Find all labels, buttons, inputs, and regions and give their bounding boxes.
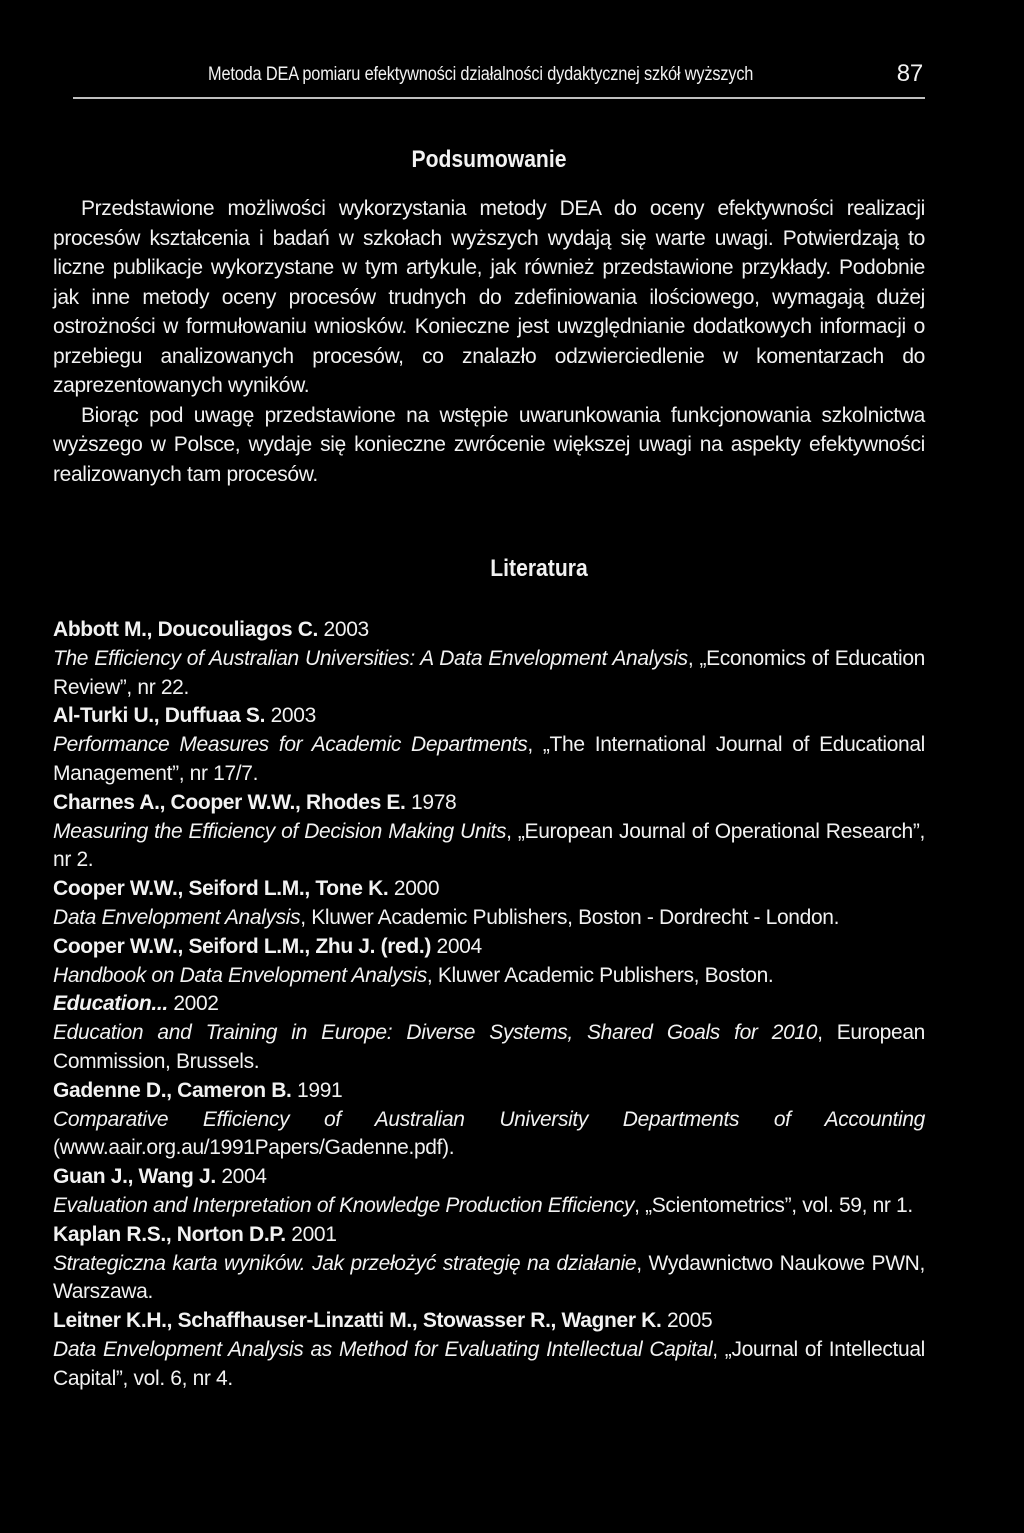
reference-year: 1978 [411,790,457,814]
reference-item [53,1163,925,1221]
reference-authors: Cooper W.W., Seiford L.M., Tone K. [53,877,389,901]
summary-body [53,194,925,489]
reference-title: Performance Measures for Academic Departments [53,733,528,757]
summary-paragraph: Biorąc pod uwagę przedstawione na wstępie uwarunkowania funkcjonowania szkolnictwa wyższego w Polsce, wydaje się konieczne zwrócenie większej uwagi na aspekty efektywności realizowanych tam procesów. [53,403,925,486]
reference-title: Strategiczna karta wyników. Jak przełożyć strategię na działanie [53,1251,637,1275]
reference-title: Handbook on Data Envelopment Analysis [53,963,427,987]
reference-details: , Kluwer Academic Publishers, Boston. [426,963,774,987]
reference-title: Comparative Efficiency of Australian University Departments of Accounting [53,1107,925,1131]
reference-item [53,1077,925,1163]
reference-year: 2004 [221,1165,267,1189]
page-number: 87 [896,60,923,87]
reference-year: 2002 [173,992,219,1016]
reference-item [53,1307,925,1393]
reference-year: 2001 [291,1222,337,1246]
summary-heading: Podsumowanie [411,146,567,173]
header-rule [73,97,925,99]
reference-list [53,616,925,1394]
reference-authors: Cooper W.W., Seiford L.M., Zhu J. (red.) [53,934,431,958]
reference-details: , European Commission, Brussels. [53,1021,925,1073]
reference-authors: Guan J., Wang J. [53,1165,216,1189]
reference-year: 2004 [436,934,482,958]
reference-title: Measuring the Efficiency of Decision Making Units [53,819,507,843]
reference-year: 2003 [270,704,316,728]
reference-title: The Efficiency of Australian Universities: A Data Envelopment Analysis [53,646,688,670]
reference-details: , Wydawnictwo Naukowe PWN, Warszawa. [53,1251,925,1304]
reference-authors: Al-Turki U., Duffuaa S. [53,704,266,728]
reference-details: , „Economics of Education Review”, nr 22. [53,646,925,699]
reference-details: (www.aair.org.au/1991Papers/Gadenne.pdf). [53,1136,455,1160]
reference-item [53,789,925,875]
reference-item [53,616,925,702]
running-header [53,60,925,94]
reference-title: Data Envelopment Analysis as Method for Evaluating Intellectual Capital [53,1337,713,1361]
reference-authors: Education... [53,992,168,1016]
reference-item [53,875,925,933]
reference-year: 2003 [323,618,369,641]
reference-details: , „Scientometrics”, vol. 59, nr 1. [634,1193,913,1217]
reference-year: 2005 [666,1309,713,1333]
summary-paragraph: Przedstawione możliwości wykorzystania metody DEA do oceny efektywności realizacji procesów kształcenia i badań w szkołach wyższych wydają się warte uwagi. Potwierdzają to liczne publikacje wykorzystane w tym artykule, jak również przedstawione przykłady. Podobnie jak inne metody oceny procesów trudnych do zdefiniowania ilościowego, wymagają dużej ostrożności w formułowaniu wniosków. Konieczne jest uwzględnianie dodatkowych informacji o przebiegu analizowanych procesów, co znalazło odzwierciedlenie w komentarzach do zaprezentowanych wyników. [53,197,925,397]
reference-authors: Abbott M., Doucouliagos C. [53,618,319,641]
running-title: Metoda DEA pomiaru efektywności działalności dydaktycznej szkół wyższych [208,64,754,85]
reference-item [53,933,925,991]
reference-authors: Leitner K.H., Schaffhauser-Linzatti M., Stowasser R., Wagner K. [53,1309,662,1333]
reference-authors: Kaplan R.S., Norton D.P. [53,1222,286,1246]
reference-title: Education and Training in Europe: Diverse Systems, Shared Goals for 2010 [53,1021,818,1045]
document-page [53,60,925,1394]
reference-authors: Gadenne D., Cameron B. [53,1078,292,1102]
reference-details: , Kluwer Academic Publishers, Boston - Dordrecht - London. [300,905,840,929]
literature-heading: Literatura [490,555,588,582]
reference-year: 1991 [297,1078,343,1102]
reference-details: , „European Journal of Operational Research”, nr 2. [53,819,925,872]
reference-year: 2000 [393,877,440,901]
reference-item [53,1221,925,1307]
reference-details: , „Journal of Intellectual Capital”, vol. 6, nr 4. [53,1337,925,1390]
reference-authors: Charnes A., Cooper W.W., Rhodes E. [53,790,406,814]
reference-item [53,702,925,788]
reference-title: Evaluation and Interpretation of Knowledge Production Efficiency [53,1193,635,1217]
reference-details: , „The International Journal of Educational Management”, nr 17/7. [53,733,925,785]
reference-title: Data Envelopment Analysis [53,905,301,929]
reference-item [53,990,925,1076]
